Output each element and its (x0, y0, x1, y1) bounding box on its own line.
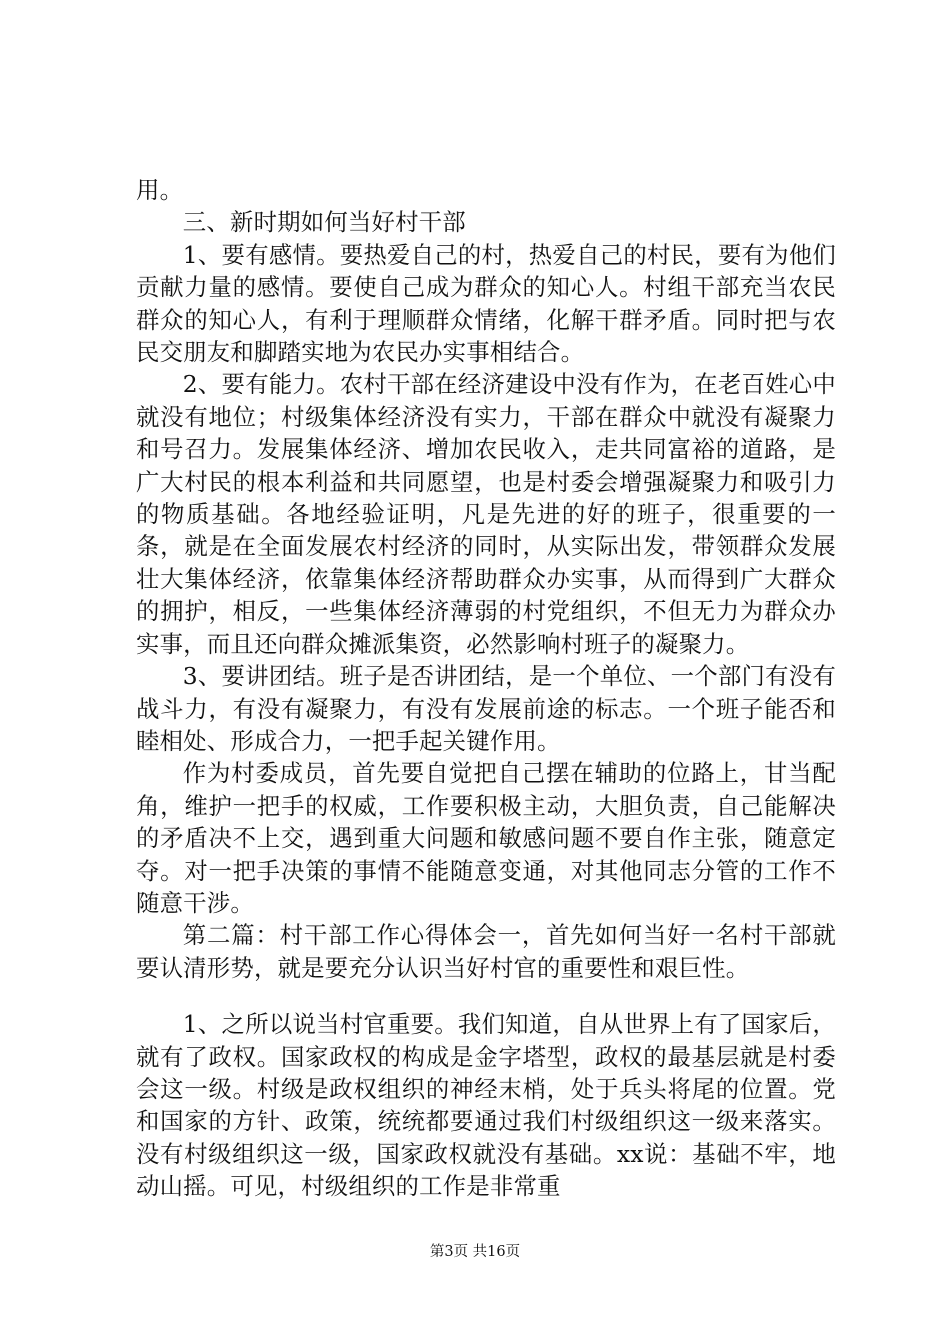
section-heading: 三、新时期如何当好村干部 (182, 208, 466, 237)
paragraph-continuation: 用。 (136, 176, 184, 204)
paragraph-1: 1、要有感情。要热爱自己的村，热爱自己的村民，要有为他们贡献力量的感情。要使自己成为群众的知心人。村组干部充当农民群众的知心人，有利于理顺群众情绪，化解干群矛盾。同时把与农民交朋友和脚踏实地为农民办实事相结合。 (136, 240, 836, 367)
paragraph-3: 3、要讲团结。班子是否讲团结，是一个单位、一个部门有没有战斗力，有没有凝聚力，有没有发展前途的标志。一个班子能否和睦相处、形成合力，一把手起关键作用。 (136, 662, 836, 755)
paragraph-4: 作为村委成员，首先要自觉把自己摆在辅助的位路上，甘当配角，维护一把手的权威，工作要积极主动，大胆负责，自己能解决的矛盾决不上交，遇到重大问题和敏感问题不要自作主张，随意定夺。对一把手决策的事情不能随意变通，对其他同志分管的工作不随意干涉。 (136, 759, 836, 917)
paragraph-6: 1、之所以说当村官重要。我们知道，自从世界上有了国家后，就有了政权。国家政权的构成是金字塔型，政权的最基层就是村委会这一级。村级是政权组织的神经末梢，处于兵头将尾的位置。党和国家的方针、政策，统统都要通过我们村级组织这一级来落实。没有村级组织这一级，国家政权就没有基础。xx说：基础不牢，地动山摇。可见，村级组织的工作是非常重 (136, 1010, 836, 1201)
paragraph-gap (136, 984, 836, 1008)
paragraph-5: 第二篇：村干部工作心得体会一，首先如何当好一名村干部就要认清形势，就是要充分认识当好村官的重要性和艰巨性。 (136, 921, 836, 982)
page-number-footer: 第3页 共16页 (429, 1244, 521, 1260)
paragraph-2: 2、要有能力。农村干部在经济建设中没有作为，在老百姓心中就没有地位；村级集体经济没有实力，干部在群众中就没有凝聚力和号召力。发展集体经济、增加农民收入，走共同富裕的道路，是广大村民的根本利益和共同愿望，也是村委会增强凝聚力和吸引力的物质基础。各地经验证明，凡是先进的好的班子，很重要的一条，就是在全面发展农村经济的同时，从实际出发，带领群众发展壮大集体经济，依靠集体经济帮助群众办实事，从而得到广大群众的拥护，相反，一些集体经济薄弱的村党组织，不但无力为群众办实事，而且还向群众摊派集资，必然影响村班子的凝聚力。 (136, 370, 836, 658)
document-body (136, 174, 836, 1203)
